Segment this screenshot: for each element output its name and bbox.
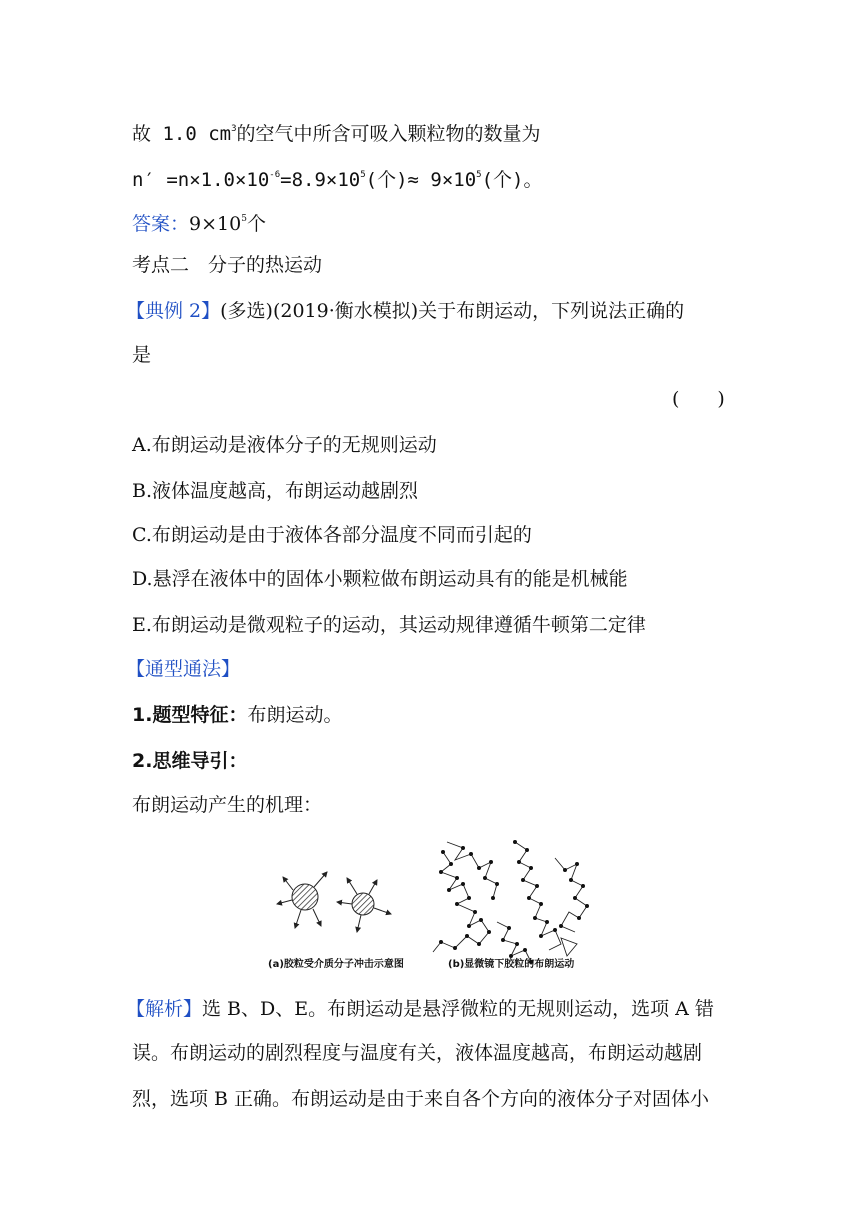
example-text: (多选)(2019·衡水模拟)关于布朗运动，下列说法正确的 xyxy=(220,300,685,322)
superscript: 3 xyxy=(231,124,237,134)
calc-text-suffix: 的空气中所含可吸入颗粒物的数量为 xyxy=(236,123,541,145)
answer-label: 答案： xyxy=(132,213,190,235)
figure-caption-b: (b)显微镜下胶粒的布朗运动 xyxy=(448,959,575,970)
superscript: 5 xyxy=(476,170,482,180)
analysis-line-2: 误。布朗运动的剧烈程度与温度有关，液体温度越高，布朗运动越剧 xyxy=(132,1042,703,1064)
brownian-path-diagram xyxy=(433,842,587,962)
option-c: C.布朗运动是由于液体各部分温度不同而引起的 xyxy=(132,524,532,546)
particle-impact-diagram xyxy=(277,872,391,932)
calc-line-1 xyxy=(132,116,541,147)
section-title: 考点二 分子的热运动 xyxy=(132,254,323,276)
analysis-tag: 【解析】 xyxy=(126,998,203,1020)
superscript: 5 xyxy=(241,214,247,224)
colloid-particle-2 xyxy=(352,893,374,915)
analysis-line-1 xyxy=(126,996,714,1022)
calc-text-prefix: 故 1.0 cm xyxy=(132,123,232,145)
example-continuation: 是 xyxy=(132,344,152,366)
method-title: 【通型通法】 xyxy=(126,658,241,680)
calc-line-2 xyxy=(132,162,542,193)
example-tag: 【典例 2】 xyxy=(126,300,221,322)
option-d: D.悬浮在液体中的固体小颗粒做布朗运动具有的能是机械能 xyxy=(132,568,628,590)
mechanism-text: 布朗运动产生的机理： xyxy=(132,794,323,816)
formula-part: =8.9×10 xyxy=(280,169,361,191)
point-1 xyxy=(132,702,342,728)
answer-unit: 个 xyxy=(246,213,266,235)
point-1-label: 1.题型特征： xyxy=(132,704,248,726)
answer-line xyxy=(132,206,266,237)
point-2: 2.思维导引： xyxy=(132,750,248,772)
brownian-motion-figure xyxy=(265,832,595,974)
superscript: -6 xyxy=(269,170,281,180)
option-e: E.布朗运动是微观粒子的运动，其运动规律遵循牛顿第二定律 xyxy=(132,614,646,636)
answer-parentheses: ( ) xyxy=(672,388,725,410)
formula-part: (个)。 xyxy=(481,169,543,191)
analysis-line-3: 烈，选项 B 正确。布朗运动是由于来自各个方向的液体分子对固体小 xyxy=(132,1088,710,1110)
formula-part: n′ =n×1.0×10 xyxy=(132,169,270,191)
formula-part: (个)≈ 9×10 xyxy=(365,169,477,191)
figure-caption-a: (a)胶粒受介质分子冲击示意图 xyxy=(268,959,404,970)
point-1-text: 布朗运动。 xyxy=(247,704,343,726)
example-line xyxy=(126,298,684,324)
option-a: A.布朗运动是液体分子的无规则运动 xyxy=(132,434,437,456)
answer-value: 9×10 xyxy=(189,213,242,235)
superscript: 5 xyxy=(360,170,366,180)
analysis-text: 选 B、D、E。布朗运动是悬浮微粒的无规则运动，选项 A 错 xyxy=(202,998,714,1020)
colloid-particle-1 xyxy=(292,884,318,910)
option-b: B.液体温度越高，布朗运动越剧烈 xyxy=(132,480,419,502)
